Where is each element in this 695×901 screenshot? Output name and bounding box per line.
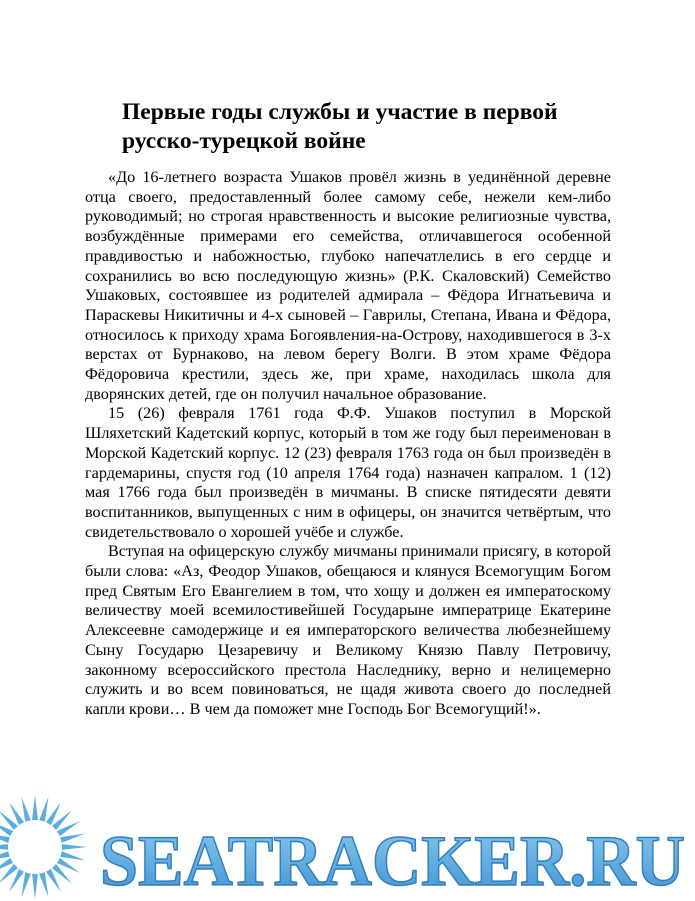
sun-ray [61,844,87,850]
sun-ray [22,871,32,897]
sun-ray [59,851,85,861]
paragraph: 15 (26) февраля 1761 года Ф.Ф. Ушаков поступил в Морской Шляхетский Кадетский корпус, который в том же году был переименован в Морской Кадетский корпус. 12 (23) февраля 1763 года он был произведён в гардемарины, спустя год (10 апреля 1764 года) назначен капралом. 1 (12) мая 1766 года был произведён в мичманы. В списке пятидесяти девяти воспитанников, выпущенных с ним в офицеры, он значится четвёртым, что свидетельствовало о хорошей учёбе и службе. [85,404,611,541]
watermark-text: SEATRACKER.RU [100,821,685,901]
sun-ray [32,795,38,821]
paragraph: «До 16-летнего возраста Ушаков провёл жизнь в уединённой деревне отца своего, предоставленный более самому себе, нежели кем-либо руководимый; но строгая нравственность и высокие религиозные чувства, возбуждённые примерами его семейства, отличавшегося особенной правдивостью и набожностью, глубоко напечатлелись в его сердце и сохранились во всю последующую жизнь» (Р.К. Скаловский) Семейство Ушаковых, состоявшее из родителей адмирала – Фёдора Игнатьевича и Параскевы Никитичны и 4-х сыновей – Гаврилы, Степана, Ивана и Фёдора, относилось к приходу храма Богоявления-на-Острову, находившегося в 3-х верстах от Бурнаково, на левом берегу Волги. В этом храме Фёдора Фёдоровича крестили, здесь же, при храме, находилась школа для дворянских детей, где он получил начальное образование. [85,168,611,403]
sun-ray [39,871,49,897]
watermark-logo [0,795,695,901]
sun-ray [32,873,38,899]
sun-ray [22,797,32,823]
sun-ray [59,834,85,844]
sun-icon [0,795,87,899]
page-title: Первые годы службы и участие в первой русско-турецкой войне [122,99,558,154]
paragraph: Вступая на офицерскую службу мичманы принимали присягу, в которой были слова: «Аз, Феодор Ушаков, обещаюся и клянуся Всемогущим Богом пред Святым Его Евангелием в том, что хощу и должен ея императоскому величеству моей всемилостивейшей Государыне императрице Екатерине Алексеевне самодержице и ея императорского величества любезнейшему Сыну Государю Цезаревичу и Великому Князю Павлу Петровичу, законному всероссийского престола Наследнику, верно и нелицемерно служить и во всем повиноваться, не щадя живота своего до последней капли крови… В чем да поможет мне Господь Бог Всемогущий!». [85,542,611,718]
sun-ray [0,844,9,850]
body-text [85,168,611,720]
sun-ray [39,797,49,823]
